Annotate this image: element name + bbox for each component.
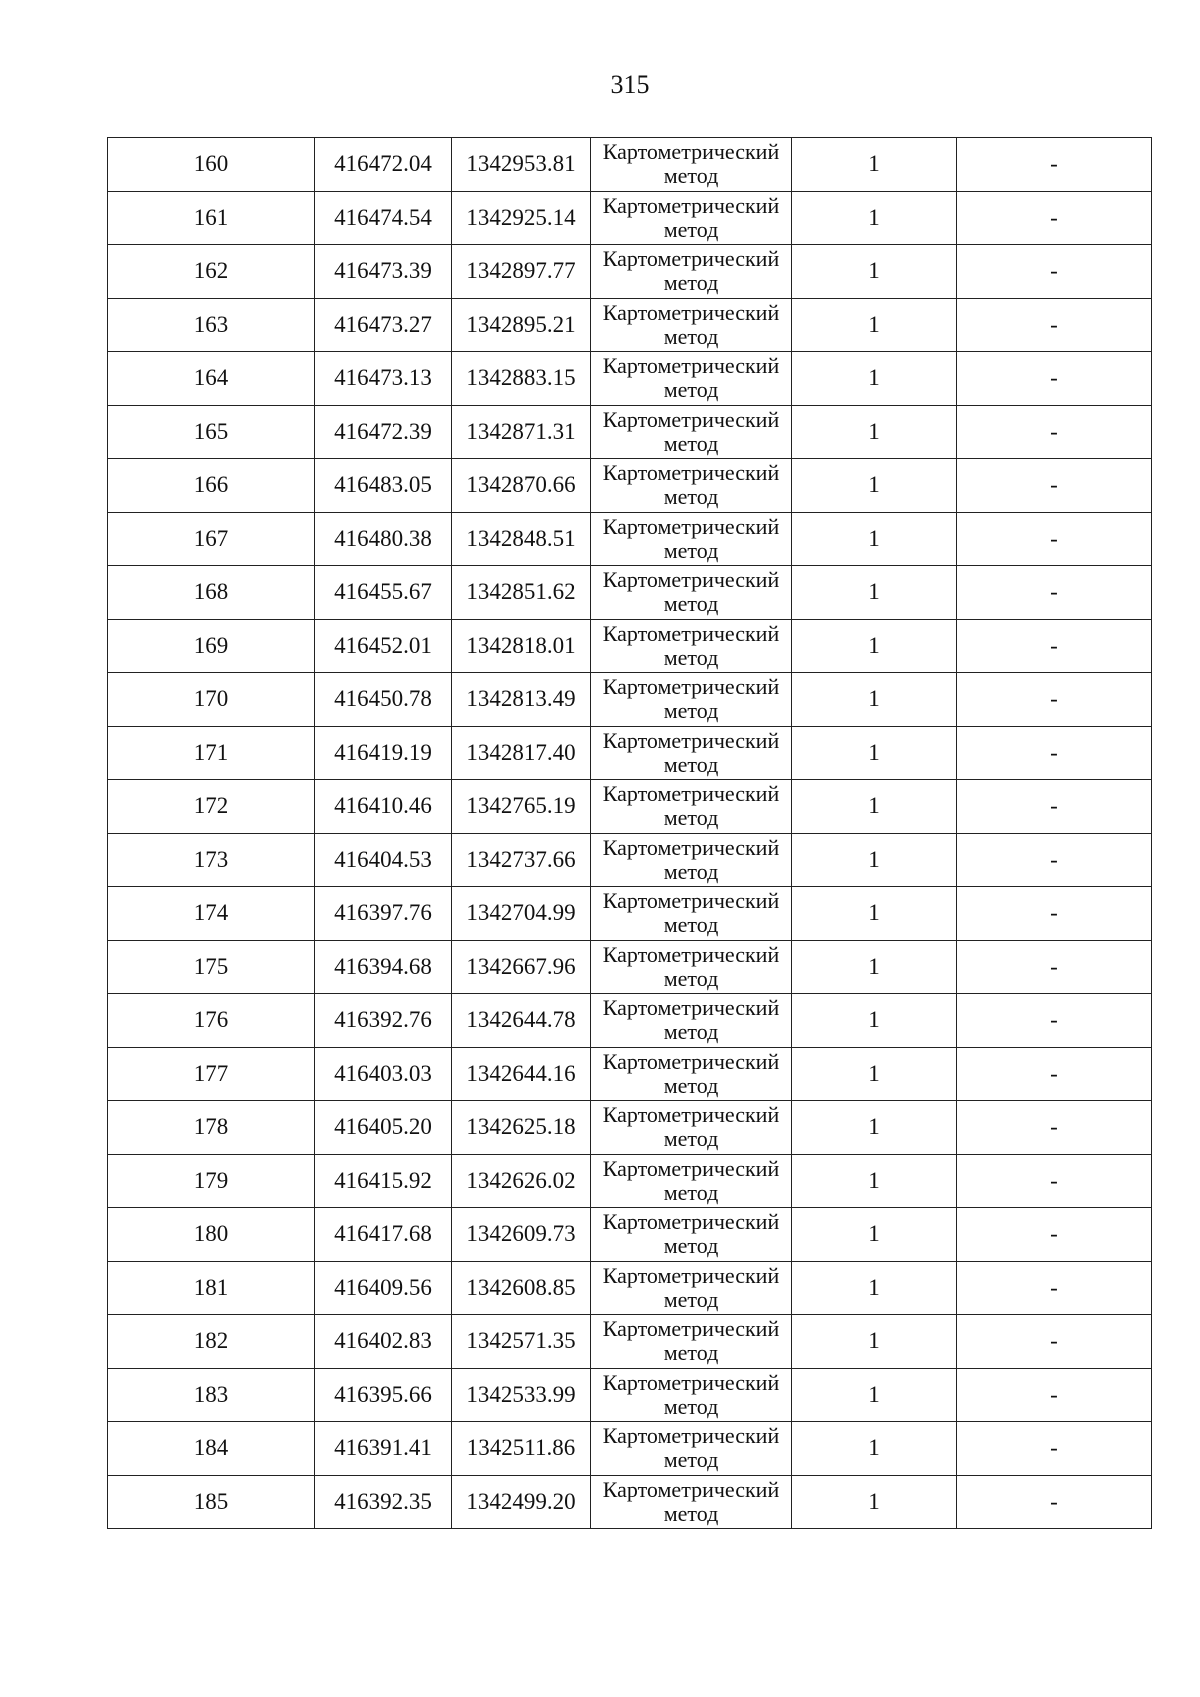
method-text-line: Картометрический xyxy=(602,139,780,165)
method-text-line: Картометрический xyxy=(602,995,780,1021)
method-text-line: метод xyxy=(663,1340,719,1366)
table-row xyxy=(108,619,1152,673)
y-coordinate-cell: 1342817.40 xyxy=(452,726,591,780)
method-text-line: Картометрический xyxy=(602,460,780,486)
accuracy-cell: 1 xyxy=(792,673,957,727)
method-cell xyxy=(591,1368,792,1422)
table-row xyxy=(108,459,1152,513)
x-coordinate-cell: 416405.20 xyxy=(315,1101,452,1155)
method-cell xyxy=(591,673,792,727)
method-text-line: Картометрический xyxy=(602,513,780,539)
x-coordinate-cell: 416397.76 xyxy=(315,887,452,941)
table-row xyxy=(108,673,1152,727)
note-cell: - xyxy=(957,1208,1152,1262)
accuracy-cell: 1 xyxy=(792,726,957,780)
table-row xyxy=(108,994,1152,1048)
point-number-cell: 170 xyxy=(108,673,315,727)
method-text-line: метод xyxy=(663,430,719,456)
method-cell xyxy=(591,191,792,245)
method-cell xyxy=(591,1261,792,1315)
method-cell xyxy=(591,1047,792,1101)
method-cell xyxy=(591,726,792,780)
method-text-line: метод xyxy=(663,377,719,403)
x-coordinate-cell: 416395.66 xyxy=(315,1368,452,1422)
accuracy-cell: 1 xyxy=(792,459,957,513)
table-row xyxy=(108,833,1152,887)
table-row xyxy=(108,512,1152,566)
table-row xyxy=(108,566,1152,620)
x-coordinate-cell: 416392.76 xyxy=(315,994,452,1048)
method-cell xyxy=(591,1475,792,1529)
table-row xyxy=(108,940,1152,994)
x-coordinate-cell: 416473.13 xyxy=(315,352,452,406)
point-number-cell: 162 xyxy=(108,245,315,299)
accuracy-cell: 1 xyxy=(792,298,957,352)
method-text-line: метод xyxy=(663,270,719,296)
method-cell xyxy=(591,619,792,673)
point-number-cell: 161 xyxy=(108,191,315,245)
table-row xyxy=(108,1208,1152,1262)
note-cell: - xyxy=(957,191,1152,245)
note-cell: - xyxy=(957,1261,1152,1315)
method-text-line: Картометрический xyxy=(602,1102,780,1128)
y-coordinate-cell: 1342704.99 xyxy=(452,887,591,941)
method-text-line: метод xyxy=(663,484,719,510)
point-number-cell: 164 xyxy=(108,352,315,406)
table-row xyxy=(108,1475,1152,1529)
table-row xyxy=(108,1422,1152,1476)
accuracy-cell: 1 xyxy=(792,566,957,620)
method-cell xyxy=(591,1154,792,1208)
y-coordinate-cell: 1342511.86 xyxy=(452,1422,591,1476)
table-row xyxy=(108,352,1152,406)
note-cell: - xyxy=(957,512,1152,566)
method-text-line: метод xyxy=(663,1393,719,1419)
point-number-cell: 181 xyxy=(108,1261,315,1315)
method-text-line: Картометрический xyxy=(602,1423,780,1449)
method-text-line: Картометрический xyxy=(602,192,780,218)
x-coordinate-cell: 416402.83 xyxy=(315,1315,452,1369)
point-number-cell: 165 xyxy=(108,405,315,459)
x-coordinate-cell: 416472.39 xyxy=(315,405,452,459)
table-row xyxy=(108,191,1152,245)
coordinates-table-body xyxy=(108,138,1152,1529)
method-text-line: метод xyxy=(663,1233,719,1259)
y-coordinate-cell: 1342644.78 xyxy=(452,994,591,1048)
method-cell xyxy=(591,1208,792,1262)
y-coordinate-cell: 1342608.85 xyxy=(452,1261,591,1315)
table-row xyxy=(108,1368,1152,1422)
x-coordinate-cell: 416404.53 xyxy=(315,833,452,887)
method-text-line: метод xyxy=(663,1447,719,1473)
table-row xyxy=(108,245,1152,299)
method-cell xyxy=(591,994,792,1048)
point-number-cell: 168 xyxy=(108,566,315,620)
method-cell xyxy=(591,566,792,620)
method-text-line: метод xyxy=(663,1126,719,1152)
y-coordinate-cell: 1342818.01 xyxy=(452,619,591,673)
note-cell: - xyxy=(957,833,1152,887)
accuracy-cell: 1 xyxy=(792,1422,957,1476)
accuracy-cell: 1 xyxy=(792,1154,957,1208)
method-cell xyxy=(591,352,792,406)
y-coordinate-cell: 1342667.96 xyxy=(452,940,591,994)
accuracy-cell: 1 xyxy=(792,512,957,566)
note-cell: - xyxy=(957,619,1152,673)
y-coordinate-cell: 1342625.18 xyxy=(452,1101,591,1155)
method-text-line: метод xyxy=(663,591,719,617)
method-text-line: Картометрический xyxy=(602,1209,780,1235)
point-number-cell: 166 xyxy=(108,459,315,513)
table-row xyxy=(108,1101,1152,1155)
method-cell xyxy=(591,405,792,459)
table-row xyxy=(108,726,1152,780)
method-text-line: Картометрический xyxy=(602,299,780,325)
point-number-cell: 177 xyxy=(108,1047,315,1101)
method-text-line: Картометрический xyxy=(602,888,780,914)
method-text-line: метод xyxy=(663,1500,719,1526)
page-number: 315 xyxy=(610,70,650,99)
method-text-line: Картометрический xyxy=(602,941,780,967)
x-coordinate-cell: 416474.54 xyxy=(315,191,452,245)
y-coordinate-cell: 1342571.35 xyxy=(452,1315,591,1369)
x-coordinate-cell: 416452.01 xyxy=(315,619,452,673)
y-coordinate-cell: 1342765.19 xyxy=(452,780,591,834)
method-text-line: Картометрический xyxy=(602,1476,780,1502)
accuracy-cell: 1 xyxy=(792,833,957,887)
table-row xyxy=(108,138,1152,192)
y-coordinate-cell: 1342883.15 xyxy=(452,352,591,406)
accuracy-cell: 1 xyxy=(792,191,957,245)
method-text-line: Картометрический xyxy=(602,781,780,807)
method-cell xyxy=(591,940,792,994)
method-cell xyxy=(591,780,792,834)
x-coordinate-cell: 416480.38 xyxy=(315,512,452,566)
accuracy-cell: 1 xyxy=(792,1208,957,1262)
method-cell xyxy=(591,1101,792,1155)
y-coordinate-cell: 1342644.16 xyxy=(452,1047,591,1101)
y-coordinate-cell: 1342870.66 xyxy=(452,459,591,513)
method-text-line: Картометрический xyxy=(602,834,780,860)
note-cell: - xyxy=(957,1101,1152,1155)
note-cell: - xyxy=(957,673,1152,727)
point-number-cell: 175 xyxy=(108,940,315,994)
method-text-line: Картометрический xyxy=(602,727,780,753)
method-text-line: метод xyxy=(663,698,719,724)
note-cell: - xyxy=(957,352,1152,406)
method-text-line: метод xyxy=(663,805,719,831)
note-cell: - xyxy=(957,138,1152,192)
x-coordinate-cell: 416415.92 xyxy=(315,1154,452,1208)
method-text-line: метод xyxy=(663,1072,719,1098)
x-coordinate-cell: 416392.35 xyxy=(315,1475,452,1529)
method-text-line: метод xyxy=(663,1179,719,1205)
y-coordinate-cell: 1342953.81 xyxy=(452,138,591,192)
accuracy-cell: 1 xyxy=(792,1368,957,1422)
x-coordinate-cell: 416472.04 xyxy=(315,138,452,192)
method-text-line: метод xyxy=(663,858,719,884)
note-cell: - xyxy=(957,566,1152,620)
method-text-line: Картометрический xyxy=(602,1155,780,1181)
method-cell xyxy=(591,245,792,299)
note-cell: - xyxy=(957,1154,1152,1208)
y-coordinate-cell: 1342851.62 xyxy=(452,566,591,620)
accuracy-cell: 1 xyxy=(792,245,957,299)
note-cell: - xyxy=(957,1475,1152,1529)
note-cell: - xyxy=(957,940,1152,994)
note-cell: - xyxy=(957,1047,1152,1101)
accuracy-cell: 1 xyxy=(792,352,957,406)
method-text-line: метод xyxy=(663,216,719,242)
accuracy-cell: 1 xyxy=(792,887,957,941)
point-number-cell: 167 xyxy=(108,512,315,566)
note-cell: - xyxy=(957,405,1152,459)
note-cell: - xyxy=(957,994,1152,1048)
point-number-cell: 183 xyxy=(108,1368,315,1422)
table-row xyxy=(108,887,1152,941)
method-text-line: Картометрический xyxy=(602,1316,780,1342)
x-coordinate-cell: 416450.78 xyxy=(315,673,452,727)
table-row xyxy=(108,1315,1152,1369)
note-cell: - xyxy=(957,1315,1152,1369)
accuracy-cell: 1 xyxy=(792,1315,957,1369)
method-text-line: метод xyxy=(663,1286,719,1312)
note-cell: - xyxy=(957,887,1152,941)
table-row xyxy=(108,298,1152,352)
method-cell xyxy=(591,138,792,192)
note-cell: - xyxy=(957,298,1152,352)
accuracy-cell: 1 xyxy=(792,780,957,834)
table-row xyxy=(108,1154,1152,1208)
note-cell: - xyxy=(957,245,1152,299)
method-text-line: метод xyxy=(663,323,719,349)
x-coordinate-cell: 416483.05 xyxy=(315,459,452,513)
point-number-cell: 184 xyxy=(108,1422,315,1476)
y-coordinate-cell: 1342895.21 xyxy=(452,298,591,352)
x-coordinate-cell: 416403.03 xyxy=(315,1047,452,1101)
note-cell: - xyxy=(957,780,1152,834)
coordinates-table xyxy=(107,137,1152,1529)
accuracy-cell: 1 xyxy=(792,1261,957,1315)
accuracy-cell: 1 xyxy=(792,138,957,192)
method-text-line: метод xyxy=(663,644,719,670)
point-number-cell: 178 xyxy=(108,1101,315,1155)
method-text-line: метод xyxy=(663,1019,719,1045)
point-number-cell: 172 xyxy=(108,780,315,834)
note-cell: - xyxy=(957,1368,1152,1422)
point-number-cell: 171 xyxy=(108,726,315,780)
method-text-line: метод xyxy=(663,965,719,991)
point-number-cell: 163 xyxy=(108,298,315,352)
method-cell xyxy=(591,298,792,352)
accuracy-cell: 1 xyxy=(792,1475,957,1529)
note-cell: - xyxy=(957,459,1152,513)
accuracy-cell: 1 xyxy=(792,940,957,994)
y-coordinate-cell: 1342609.73 xyxy=(452,1208,591,1262)
note-cell: - xyxy=(957,726,1152,780)
method-text-line: Картометрический xyxy=(602,620,780,646)
method-text-line: Картометрический xyxy=(602,406,780,432)
y-coordinate-cell: 1342871.31 xyxy=(452,405,591,459)
x-coordinate-cell: 416417.68 xyxy=(315,1208,452,1262)
point-number-cell: 174 xyxy=(108,887,315,941)
method-cell xyxy=(591,887,792,941)
method-text-line: метод xyxy=(663,163,719,189)
accuracy-cell: 1 xyxy=(792,1101,957,1155)
y-coordinate-cell: 1342925.14 xyxy=(452,191,591,245)
method-text-line: Картометрический xyxy=(602,1262,780,1288)
point-number-cell: 173 xyxy=(108,833,315,887)
y-coordinate-cell: 1342848.51 xyxy=(452,512,591,566)
method-cell xyxy=(591,459,792,513)
accuracy-cell: 1 xyxy=(792,619,957,673)
x-coordinate-cell: 416391.41 xyxy=(315,1422,452,1476)
y-coordinate-cell: 1342737.66 xyxy=(452,833,591,887)
point-number-cell: 160 xyxy=(108,138,315,192)
accuracy-cell: 1 xyxy=(792,994,957,1048)
point-number-cell: 182 xyxy=(108,1315,315,1369)
x-coordinate-cell: 416410.46 xyxy=(315,780,452,834)
method-text-line: Картометрический xyxy=(602,567,780,593)
point-number-cell: 179 xyxy=(108,1154,315,1208)
x-coordinate-cell: 416473.27 xyxy=(315,298,452,352)
x-coordinate-cell: 416455.67 xyxy=(315,566,452,620)
x-coordinate-cell: 416394.68 xyxy=(315,940,452,994)
method-text-line: метод xyxy=(663,912,719,938)
table-row xyxy=(108,1261,1152,1315)
y-coordinate-cell: 1342626.02 xyxy=(452,1154,591,1208)
method-cell xyxy=(591,1315,792,1369)
x-coordinate-cell: 416409.56 xyxy=(315,1261,452,1315)
y-coordinate-cell: 1342897.77 xyxy=(452,245,591,299)
x-coordinate-cell: 416473.39 xyxy=(315,245,452,299)
y-coordinate-cell: 1342813.49 xyxy=(452,673,591,727)
method-cell xyxy=(591,833,792,887)
method-text-line: Картометрический xyxy=(602,1048,780,1074)
method-cell xyxy=(591,512,792,566)
method-text-line: Картометрический xyxy=(602,353,780,379)
method-text-line: метод xyxy=(663,537,719,563)
method-cell xyxy=(591,1422,792,1476)
x-coordinate-cell: 416419.19 xyxy=(315,726,452,780)
method-text-line: Картометрический xyxy=(602,1369,780,1395)
y-coordinate-cell: 1342533.99 xyxy=(452,1368,591,1422)
method-text-line: метод xyxy=(663,751,719,777)
accuracy-cell: 1 xyxy=(792,1047,957,1101)
method-text-line: Картометрический xyxy=(602,246,780,272)
y-coordinate-cell: 1342499.20 xyxy=(452,1475,591,1529)
table-row xyxy=(108,1047,1152,1101)
point-number-cell: 180 xyxy=(108,1208,315,1262)
point-number-cell: 176 xyxy=(108,994,315,1048)
method-text-line: Картометрический xyxy=(602,674,780,700)
note-cell: - xyxy=(957,1422,1152,1476)
point-number-cell: 185 xyxy=(108,1475,315,1529)
accuracy-cell: 1 xyxy=(792,405,957,459)
point-number-cell: 169 xyxy=(108,619,315,673)
table-row xyxy=(108,405,1152,459)
table-row xyxy=(108,780,1152,834)
